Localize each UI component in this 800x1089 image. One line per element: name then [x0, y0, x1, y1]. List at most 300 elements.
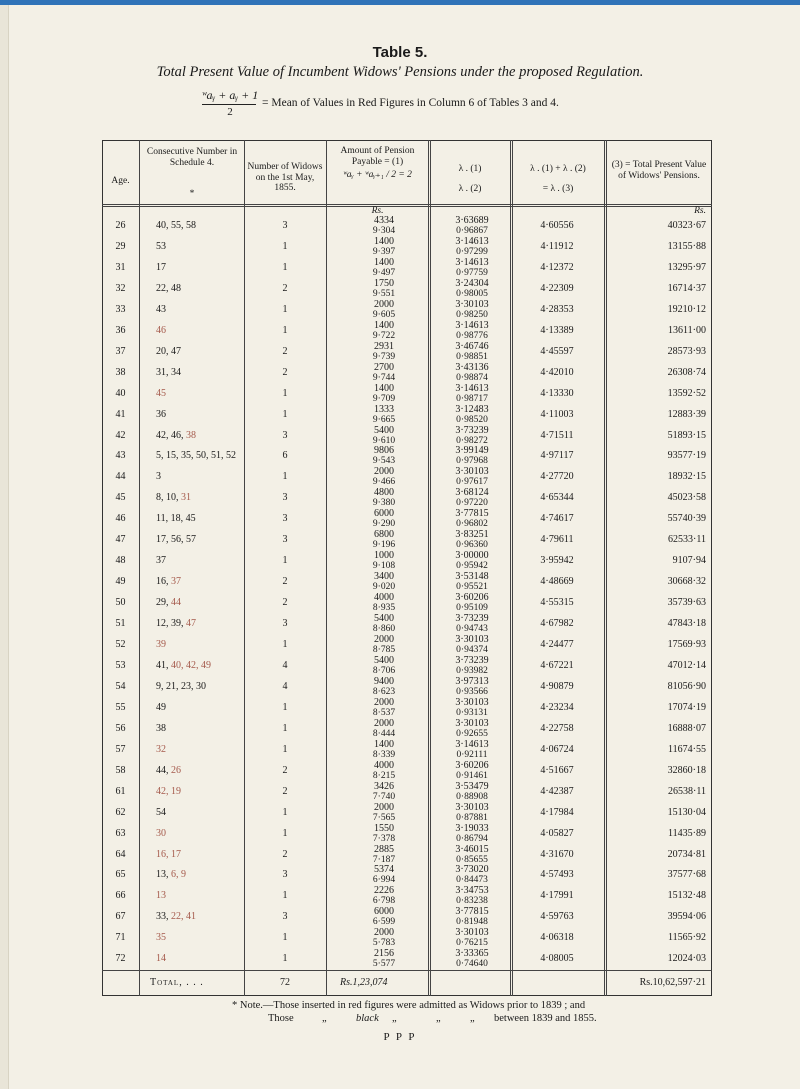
- row-total-value: 17074·19: [667, 702, 706, 713]
- row-lambda3: 4·17991: [540, 890, 574, 901]
- red-figure: 30: [156, 828, 166, 839]
- row-consecutive-numbers: [156, 534, 196, 546]
- row-age: 66: [115, 890, 126, 901]
- top-edge-bar: [0, 0, 800, 5]
- row-total-value: 55740·39: [667, 513, 706, 524]
- row-age: 45: [115, 492, 126, 503]
- row-amount: 1400: [374, 320, 394, 331]
- row-lambda1: 3·63689: [455, 215, 489, 226]
- red-figure: 45: [156, 388, 166, 399]
- row-age: 52: [115, 639, 126, 650]
- row-lambda1: 3·77815: [455, 508, 489, 519]
- row-lambda3: 4·79611: [540, 534, 574, 545]
- header-consecutive-mark: *: [189, 189, 195, 199]
- row-amount: 2000: [374, 718, 394, 729]
- row-age: 67: [115, 911, 126, 922]
- row-total-value: 15132·48: [667, 890, 706, 901]
- row-amount: 2931: [374, 341, 394, 352]
- row-total-value: 40323·67: [667, 220, 706, 231]
- header-lambda1: λ . (1): [458, 164, 482, 174]
- row-lambda1: 3·83251: [455, 529, 489, 540]
- row-total-value: 37577·68: [667, 869, 706, 880]
- row-amount: 2000: [374, 927, 394, 938]
- row-lambda1: 3·99149: [455, 445, 489, 456]
- black-figure: 11, 18, 45: [156, 513, 196, 524]
- unit-rs-amount: Rs.: [371, 206, 384, 216]
- red-figure: 14: [156, 953, 166, 964]
- row-age: 29: [115, 241, 126, 252]
- row-number-widows: 1: [282, 723, 288, 734]
- row-consecutive-numbers: [156, 723, 166, 735]
- row-amount: 4000: [374, 592, 394, 603]
- row-number-widows: 3: [282, 220, 288, 231]
- row-consecutive-numbers: [156, 786, 181, 798]
- black-figure: 5, 15, 35, 50, 51, 52: [156, 450, 236, 461]
- row-lambda1: 3·14613: [455, 739, 489, 750]
- row-total-value: 26308·74: [667, 367, 706, 378]
- row-total-value: 19210·12: [667, 304, 706, 315]
- row-total-value: 51893·15: [667, 430, 706, 441]
- black-figure: 20, 47: [156, 346, 181, 357]
- row-lambda2: 0·97968: [456, 456, 488, 466]
- red-figure: 37: [171, 576, 181, 587]
- row-lambda2: 0·74640: [456, 959, 488, 969]
- row-number-widows: 1: [282, 744, 288, 755]
- row-total-value: 16714·37: [667, 283, 706, 294]
- row-lambda1: 3·73239: [455, 613, 489, 624]
- row-amount: 2000: [374, 634, 394, 645]
- row-lambda1: 3·53479: [455, 781, 489, 792]
- header-number-widows: Number of Widows on the 1st May, 1855.: [247, 162, 323, 193]
- row-total-value: 30668·32: [667, 576, 706, 587]
- row-lambda3: 4·27720: [540, 471, 574, 482]
- row-lambda3: 4·22758: [540, 723, 574, 734]
- row-lambda2: 0·97759: [456, 268, 488, 278]
- row-number-widows: 3: [282, 618, 288, 629]
- row-consecutive-numbers: [156, 325, 166, 337]
- row-lambda1: 3·33365: [455, 948, 489, 959]
- row-total-value: 18932·15: [667, 471, 706, 482]
- row-lambda2: 0·97299: [456, 247, 488, 257]
- row-lambda1: 3·34753: [455, 885, 489, 896]
- row-age: 37: [115, 346, 126, 357]
- black-figure: 38: [156, 723, 166, 734]
- row-lambda3: 4·55315: [540, 597, 574, 608]
- row-age: 57: [115, 744, 126, 755]
- row-number-widows: 1: [282, 932, 288, 943]
- row-amount: 2226: [374, 885, 394, 896]
- row-consecutive-numbers: [156, 262, 166, 274]
- row-consecutive-numbers: [156, 555, 166, 567]
- row-lambda3: 4·06724: [540, 744, 574, 755]
- row-number-widows: 3: [282, 534, 288, 545]
- row-amount: 2156: [374, 948, 394, 959]
- footnote-line-2-black: black: [356, 1013, 379, 1024]
- row-amount: 5400: [374, 425, 394, 436]
- row-amount: 1550: [374, 823, 394, 834]
- formula-fraction-bar: [202, 104, 256, 105]
- red-figure: 6, 9: [171, 869, 186, 880]
- row-amount-red-figure: 9·108: [372, 561, 396, 571]
- row-lambda2: 0·96360: [456, 540, 488, 550]
- row-amount: 5374: [374, 864, 394, 875]
- row-number-widows: 3: [282, 869, 288, 880]
- header-age: Age.: [111, 176, 130, 186]
- row-age: 47: [115, 534, 126, 545]
- row-lambda1: 3·30103: [455, 634, 489, 645]
- row-lambda1: 3·12483: [455, 404, 489, 415]
- row-amount: 1400: [374, 739, 394, 750]
- row-age: 65: [115, 869, 126, 880]
- row-age: 40: [115, 388, 126, 399]
- black-figure: 8, 10,: [156, 492, 181, 503]
- row-number-widows: 1: [282, 953, 288, 964]
- row-age: 44: [115, 471, 126, 482]
- row-number-widows: 1: [282, 262, 288, 273]
- row-lambda3: 4·71511: [540, 430, 574, 441]
- row-amount-red-figure: 6·798: [372, 896, 396, 906]
- totals-label: Total, . . .: [150, 977, 204, 988]
- row-age: 62: [115, 807, 126, 818]
- row-lambda3: 4·67221: [540, 660, 574, 671]
- row-lambda3: 4·13389: [540, 325, 574, 336]
- black-figure: 17: [156, 262, 166, 273]
- row-amount-red-figure: 7·187: [372, 855, 396, 865]
- row-number-widows: 1: [282, 890, 288, 901]
- row-amount: 2700: [374, 362, 394, 373]
- row-lambda3: 4·60556: [540, 220, 574, 231]
- row-number-widows: 2: [282, 597, 288, 608]
- row-lambda2: 0·87881: [456, 813, 488, 823]
- row-lambda1: 3·46015: [455, 844, 489, 855]
- row-lambda3: 4·97117: [540, 450, 574, 461]
- row-number-widows: 2: [282, 849, 288, 860]
- row-lambda1: 3·24304: [455, 278, 489, 289]
- row-lambda3: 4·11003: [540, 409, 574, 420]
- row-amount-red-figure: 8·935: [372, 603, 396, 613]
- column-divider: [139, 140, 140, 996]
- row-age: 38: [115, 367, 126, 378]
- row-total-value: 26538·11: [668, 786, 706, 797]
- row-lambda2: 0·84473: [456, 875, 488, 885]
- row-lambda2: 0·92655: [456, 729, 488, 739]
- row-amount-red-figure: 8·537: [372, 708, 396, 718]
- row-amount: 2885: [374, 844, 394, 855]
- row-number-widows: 2: [282, 367, 288, 378]
- row-total-value: 28573·93: [667, 346, 706, 357]
- row-lambda2: 0·98250: [456, 310, 488, 320]
- row-lambda3: 4·23234: [540, 702, 574, 713]
- row-amount: 5400: [374, 655, 394, 666]
- row-lambda3: 4·13330: [540, 388, 574, 399]
- row-amount: 4334: [374, 215, 394, 226]
- black-figure: 54: [156, 807, 166, 818]
- row-consecutive-numbers: [156, 388, 166, 400]
- row-amount: 6000: [374, 508, 394, 519]
- row-lambda2: 0·98520: [456, 415, 488, 425]
- row-amount-red-figure: 9·739: [372, 352, 396, 362]
- row-lambda2: 0·97220: [456, 498, 488, 508]
- row-amount-red-figure: 9·020: [372, 582, 396, 592]
- row-lambda1: 3·53148: [455, 571, 489, 582]
- row-consecutive-numbers: [156, 849, 181, 861]
- row-amount: 1400: [374, 236, 394, 247]
- row-lambda1: 3·30103: [455, 466, 489, 477]
- row-lambda2: 0·98717: [456, 394, 488, 404]
- row-amount-red-figure: 7·565: [372, 813, 396, 823]
- row-amount-red-figure: 8·215: [372, 771, 396, 781]
- row-consecutive-numbers: [156, 744, 166, 756]
- row-age: 71: [115, 932, 126, 943]
- row-amount-red-figure: 9·605: [372, 310, 396, 320]
- formula-text: = Mean of Values in Red Figures in Column 6 of Tables 3 and 4.: [262, 97, 559, 109]
- row-amount-red-figure: 5·577: [372, 959, 396, 969]
- black-figure: 3: [156, 471, 161, 482]
- row-amount-red-figure: 9·196: [372, 540, 396, 550]
- column-divider: [428, 140, 431, 996]
- row-consecutive-numbers: [156, 953, 166, 965]
- row-age: 56: [115, 723, 126, 734]
- row-lambda2: 0·92111: [456, 750, 488, 760]
- header-lambda-sum: λ . (1) + λ . (2): [530, 164, 586, 174]
- row-lambda3: 4·24477: [540, 639, 574, 650]
- row-total-value: 47843·18: [667, 618, 706, 629]
- red-figure: 40, 42, 49: [171, 660, 211, 671]
- row-age: 46: [115, 513, 126, 524]
- row-consecutive-numbers: [156, 304, 166, 316]
- table-title: Table 5.: [372, 44, 428, 61]
- totals-amount: Rs.1,23,074: [340, 977, 388, 988]
- row-number-widows: 2: [282, 346, 288, 357]
- row-age: 31: [115, 262, 126, 273]
- row-lambda3: 4·45597: [540, 346, 574, 357]
- row-lambda3: 4·57493: [540, 869, 574, 880]
- row-lambda1: 3·43136: [455, 362, 489, 373]
- black-figure: 44,: [156, 765, 171, 776]
- row-amount: 5400: [374, 613, 394, 624]
- table-subtitle: Total Present Value of Incumbent Widows' Pensions under the proposed Regulation.: [156, 64, 644, 80]
- column-divider: [326, 140, 327, 996]
- row-lambda1: 3·30103: [455, 802, 489, 813]
- row-amount-red-figure: 6·599: [372, 917, 396, 927]
- row-consecutive-numbers: [156, 681, 206, 693]
- row-number-widows: 1: [282, 241, 288, 252]
- row-amount: 1750: [374, 278, 394, 289]
- row-number-widows: 1: [282, 702, 288, 713]
- row-amount-red-figure: 8·785: [372, 645, 396, 655]
- row-lambda1: 3·19033: [455, 823, 489, 834]
- row-lambda1: 3·73239: [455, 655, 489, 666]
- row-amount-red-figure: 9·497: [372, 268, 396, 278]
- row-lambda3: 4·31670: [540, 849, 574, 860]
- row-age: 72: [115, 953, 126, 964]
- red-figure: 46: [156, 325, 166, 336]
- row-age: 33: [115, 304, 126, 315]
- row-number-widows: 2: [282, 765, 288, 776]
- row-number-widows: 3: [282, 430, 288, 441]
- row-amount: 1000: [374, 550, 394, 561]
- row-total-value: 17569·93: [667, 639, 706, 650]
- black-figure: 40, 55, 58: [156, 220, 196, 231]
- row-lambda2: 0·95109: [456, 603, 488, 613]
- row-amount-red-figure: 9·304: [372, 226, 396, 236]
- red-figure: 38: [186, 430, 196, 441]
- row-consecutive-numbers: [156, 618, 196, 630]
- row-lambda1: 3·73239: [455, 425, 489, 436]
- row-total-value: 93577·19: [667, 450, 706, 461]
- row-total-value: 11435·89: [668, 828, 706, 839]
- row-amount-red-figure: 9·722: [372, 331, 396, 341]
- black-figure: 9, 21, 23, 30: [156, 681, 206, 692]
- row-amount-red-figure: 8·444: [372, 729, 396, 739]
- row-number-widows: 1: [282, 325, 288, 336]
- row-lambda3: 4·51667: [540, 765, 574, 776]
- row-consecutive-numbers: [156, 346, 181, 358]
- row-number-widows: 3: [282, 911, 288, 922]
- header-total-value: (3) = Total Present Value of Widows' Pensions.: [611, 160, 707, 181]
- black-figure: 13,: [156, 869, 171, 880]
- red-figure: 13: [156, 890, 166, 901]
- black-figure: 43: [156, 304, 166, 315]
- red-figure: 44: [171, 597, 181, 608]
- row-lambda3: 4·22309: [540, 283, 574, 294]
- row-number-widows: 6: [282, 450, 288, 461]
- row-total-value: 13611·00: [668, 325, 706, 336]
- row-amount: 4800: [374, 487, 394, 498]
- row-consecutive-numbers: [156, 409, 166, 421]
- row-age: 48: [115, 555, 126, 566]
- row-age: 64: [115, 849, 126, 860]
- row-lambda2: 0·93131: [456, 708, 488, 718]
- row-lambda2: 0·96802: [456, 519, 488, 529]
- row-lambda2: 0·88908: [456, 792, 488, 802]
- row-lambda1: 3·73020: [455, 864, 489, 875]
- header-amount-formula: ʷaᵧ + ʷaᵧ₊₁ / 2 = 2: [343, 170, 412, 180]
- row-age: 51: [115, 618, 126, 629]
- row-consecutive-numbers: [156, 471, 161, 483]
- row-lambda2: 0·81948: [456, 917, 488, 927]
- row-amount: 6800: [374, 529, 394, 540]
- row-amount-red-figure: 9·543: [372, 456, 396, 466]
- formula-definition: [200, 84, 620, 118]
- row-lambda3: 4·48669: [540, 576, 574, 587]
- row-lambda1: 3·30103: [455, 927, 489, 938]
- row-lambda1: 3·14613: [455, 257, 489, 268]
- row-amount-red-figure: 8·623: [372, 687, 396, 697]
- row-total-value: 11565·92: [668, 932, 706, 943]
- row-total-value: 81056·90: [667, 681, 706, 692]
- row-number-widows: 1: [282, 828, 288, 839]
- row-amount-red-figure: 8·339: [372, 750, 396, 760]
- row-total-value: 39594·06: [667, 911, 706, 922]
- row-age: 36: [115, 325, 126, 336]
- row-amount: 2000: [374, 697, 394, 708]
- row-lambda2: 0·98776: [456, 331, 488, 341]
- row-amount: 4000: [374, 760, 394, 771]
- row-lambda3: 4·06318: [540, 932, 574, 943]
- row-lambda3: 4·90879: [540, 681, 574, 692]
- column-divider: [604, 140, 607, 996]
- row-consecutive-numbers: [156, 702, 166, 714]
- row-number-widows: 1: [282, 304, 288, 315]
- row-number-widows: 1: [282, 639, 288, 650]
- row-age: 41: [115, 409, 126, 420]
- row-amount: 2000: [374, 299, 394, 310]
- row-lambda2: 0·85655: [456, 855, 488, 865]
- row-lambda3: 4·08005: [540, 953, 574, 964]
- row-amount-red-figure: 6·994: [372, 875, 396, 885]
- row-number-widows: 4: [282, 660, 288, 671]
- row-lambda3: 4·42010: [540, 367, 574, 378]
- black-figure: 42, 46,: [156, 430, 186, 441]
- row-amount: 9806: [374, 445, 394, 456]
- header-lambda3: = λ . (3): [542, 184, 574, 194]
- row-consecutive-numbers: [156, 765, 181, 777]
- footnote-line-2-dates: between 1839 and 1855.: [494, 1013, 597, 1024]
- red-figure: 31: [181, 492, 191, 503]
- row-total-value: 62533·11: [668, 534, 706, 545]
- row-amount-red-figure: 9·466: [372, 477, 396, 487]
- row-age: 50: [115, 597, 126, 608]
- row-consecutive-numbers: [156, 890, 166, 902]
- row-lambda2: 0·83238: [456, 896, 488, 906]
- row-amount: 1333: [374, 404, 394, 415]
- row-total-value: 16888·07: [667, 723, 706, 734]
- row-lambda1: 3·77815: [455, 906, 489, 917]
- row-consecutive-numbers: [156, 367, 181, 379]
- row-total-value: 11674·55: [668, 744, 706, 755]
- row-number-widows: 1: [282, 471, 288, 482]
- row-consecutive-numbers: [156, 513, 196, 525]
- row-lambda1: 3·46746: [455, 341, 489, 352]
- red-figure: 39: [156, 639, 166, 650]
- row-amount-red-figure: 7·740: [372, 792, 396, 802]
- red-figure: 22, 41: [171, 911, 196, 922]
- footnote-line-1: * Note.—Those inserted in red figures were admitted as Widows prior to 1839 ; and: [232, 1000, 586, 1011]
- row-consecutive-numbers: [156, 430, 196, 442]
- row-lambda3: 4·11912: [540, 241, 574, 252]
- red-figure: 16, 17: [156, 849, 181, 860]
- row-number-widows: 1: [282, 807, 288, 818]
- row-total-value: 32860·18: [667, 765, 706, 776]
- row-consecutive-numbers: [156, 597, 181, 609]
- footnote-line-2-those: Those: [268, 1013, 294, 1024]
- formula-numerator: ʷaᵧ + aᵧ + 1: [201, 88, 259, 102]
- totals-rule: [102, 970, 712, 971]
- row-total-value: 9107·94: [672, 555, 706, 566]
- black-figure: 29,: [156, 597, 171, 608]
- row-lambda2: 0·96867: [456, 226, 488, 236]
- black-figure: 17, 56, 57: [156, 534, 196, 545]
- row-lambda2: 0·93566: [456, 687, 488, 697]
- row-amount-red-figure: 9·551: [372, 289, 396, 299]
- row-consecutive-numbers: [156, 283, 181, 295]
- row-number-widows: 1: [282, 388, 288, 399]
- row-consecutive-numbers: [156, 911, 196, 923]
- row-lambda3: 4·74617: [540, 513, 574, 524]
- header-consecutive: Consecutive Number in Schedule 4.: [146, 147, 238, 168]
- row-amount: 2000: [374, 802, 394, 813]
- row-lambda3: 4·05827: [540, 828, 574, 839]
- row-amount: 3400: [374, 571, 394, 582]
- row-lambda3: 4·59763: [540, 911, 574, 922]
- black-figure: 36: [156, 409, 166, 420]
- row-consecutive-numbers: [156, 220, 196, 232]
- row-lambda2: 0·91461: [456, 771, 488, 781]
- row-lambda3: 3·95942: [540, 555, 574, 566]
- row-number-widows: 2: [282, 576, 288, 587]
- black-figure: 16,: [156, 576, 171, 587]
